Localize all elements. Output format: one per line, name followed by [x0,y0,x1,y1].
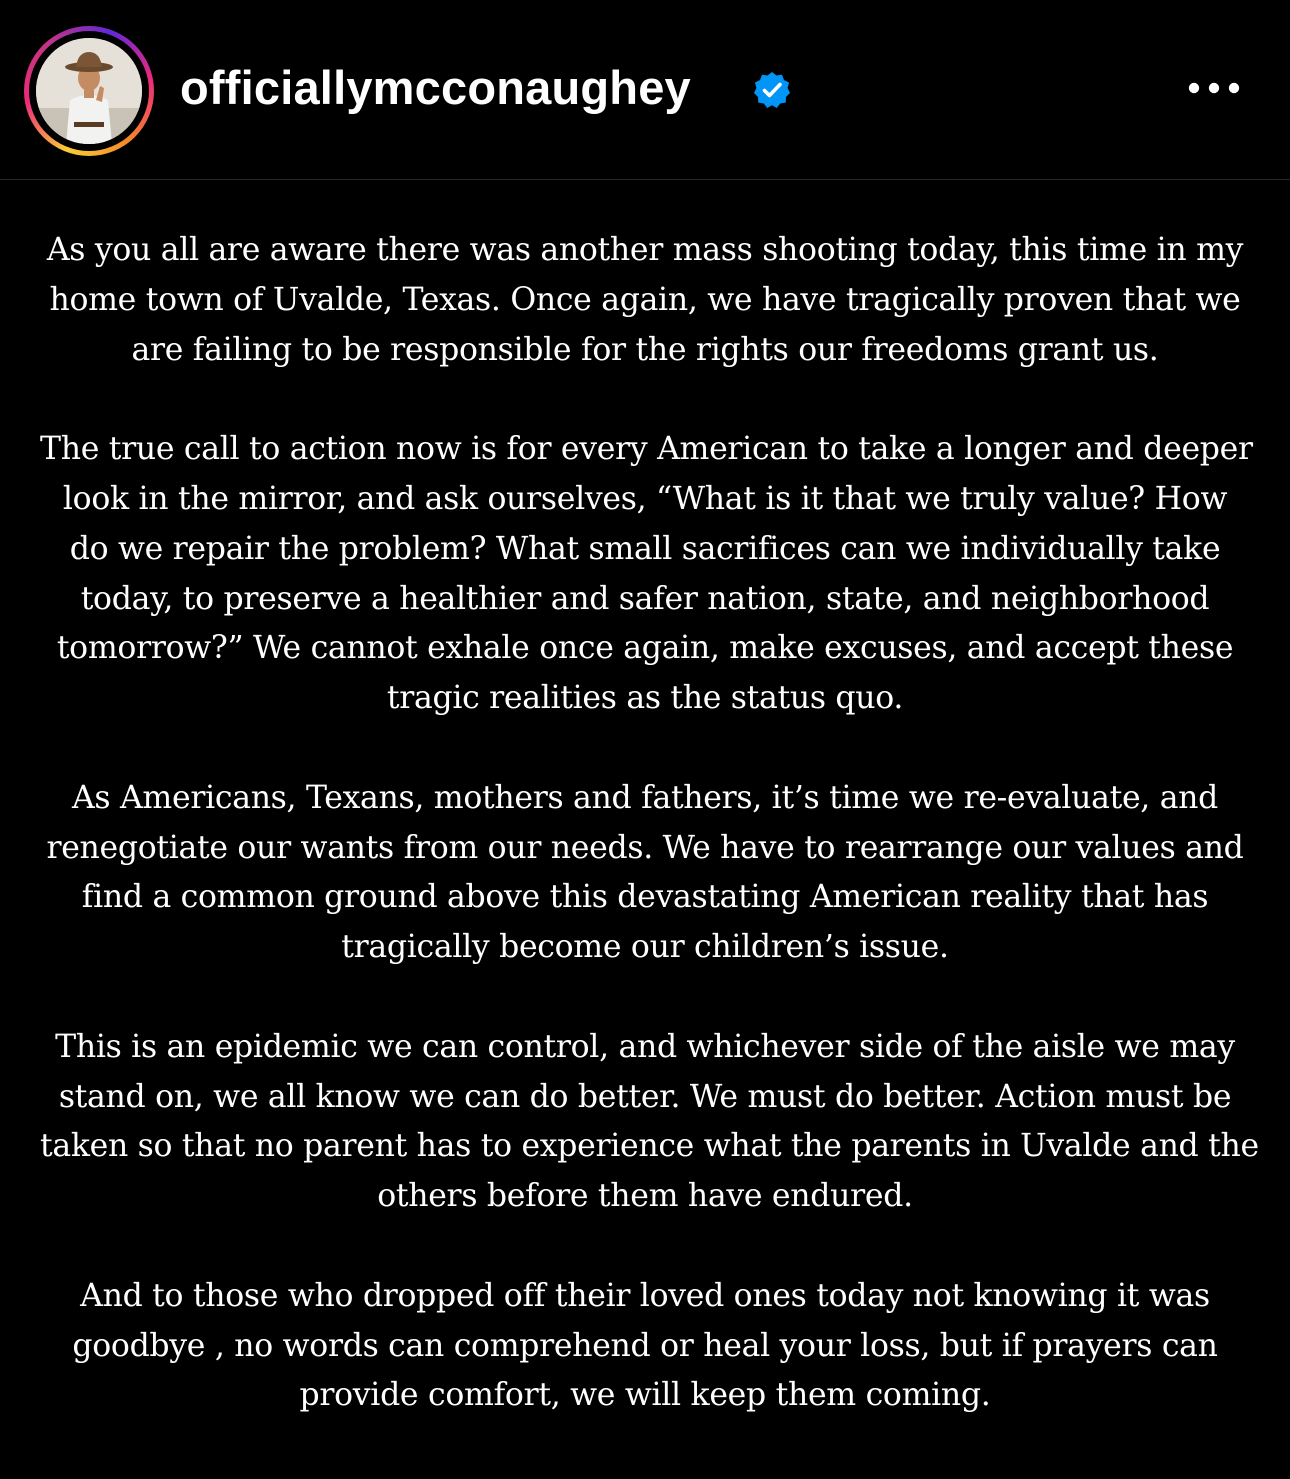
text-line: As Americans, Texans, mothers and fathers, it’s time we re-evaluate, and [71,779,1219,816]
text-line: And to those who dropped off their loved ones today not knowing it was [80,1277,1210,1314]
statement-text [40,226,1259,1471]
text-line: As you all are aware there was another mass shooting today, this time in my [46,232,1244,268]
paragraph [40,1272,1250,1421]
avatar-photo [36,38,142,144]
text-line: others before them have endured. [377,1178,913,1215]
text-line: taken so that no parent has to experience what the parents in Uvalde and the [40,1128,1259,1165]
text-line: are failing to be responsible for the rights our freedoms grant us. [131,331,1159,368]
text-line: This is an epidemic we can control, and whichever side of the aisle we may [55,1028,1235,1065]
text-line: look in the mirror, and ask ourselves, “What is it that we truly value? How [62,480,1228,517]
text-line: stand on, we all know we can do better. We must do better. Action must be [58,1078,1232,1115]
text-line: goodbye , no words can comprehend or heal your loss, but if prayers can [72,1327,1218,1364]
text-line: The true call to action now is for every American to take a longer and deeper [40,431,1253,468]
username[interactable]: officiallymcconaughey [180,61,691,114]
paragraph [40,1023,1259,1222]
text-line: tomorrow?” We cannot exhale once again, make excuses, and accept these [56,630,1234,667]
post-header [0,0,1290,180]
text-line: find a common ground above this devastating American reality that has [81,879,1209,916]
text-line: tragic realities as the status quo. [386,680,904,717]
text-line: do we repair the problem? What small sacrifices can we individually take [69,530,1221,567]
avatar-gap [29,31,149,151]
more-horizontal-icon[interactable] [1182,70,1246,106]
story-ring[interactable] [24,26,154,156]
text-line: renegotiate our wants from our needs. We have to rearrange our values and [46,829,1244,866]
avatar[interactable] [36,38,142,144]
text-line: provide comfort, we will keep them coming. [299,1377,991,1414]
text-line: today, to preserve a healthier and safer nation, state, and neighborhood [80,580,1210,617]
verified-badge-icon [752,70,792,110]
paragraph [40,774,1250,973]
paragraph [40,425,1253,724]
text-line: tragically become our children’s issue. [341,929,949,966]
text-line: home town of Uvalde, Texas. Once again, we have tragically proven that we [49,281,1241,318]
paragraph [40,226,1250,375]
